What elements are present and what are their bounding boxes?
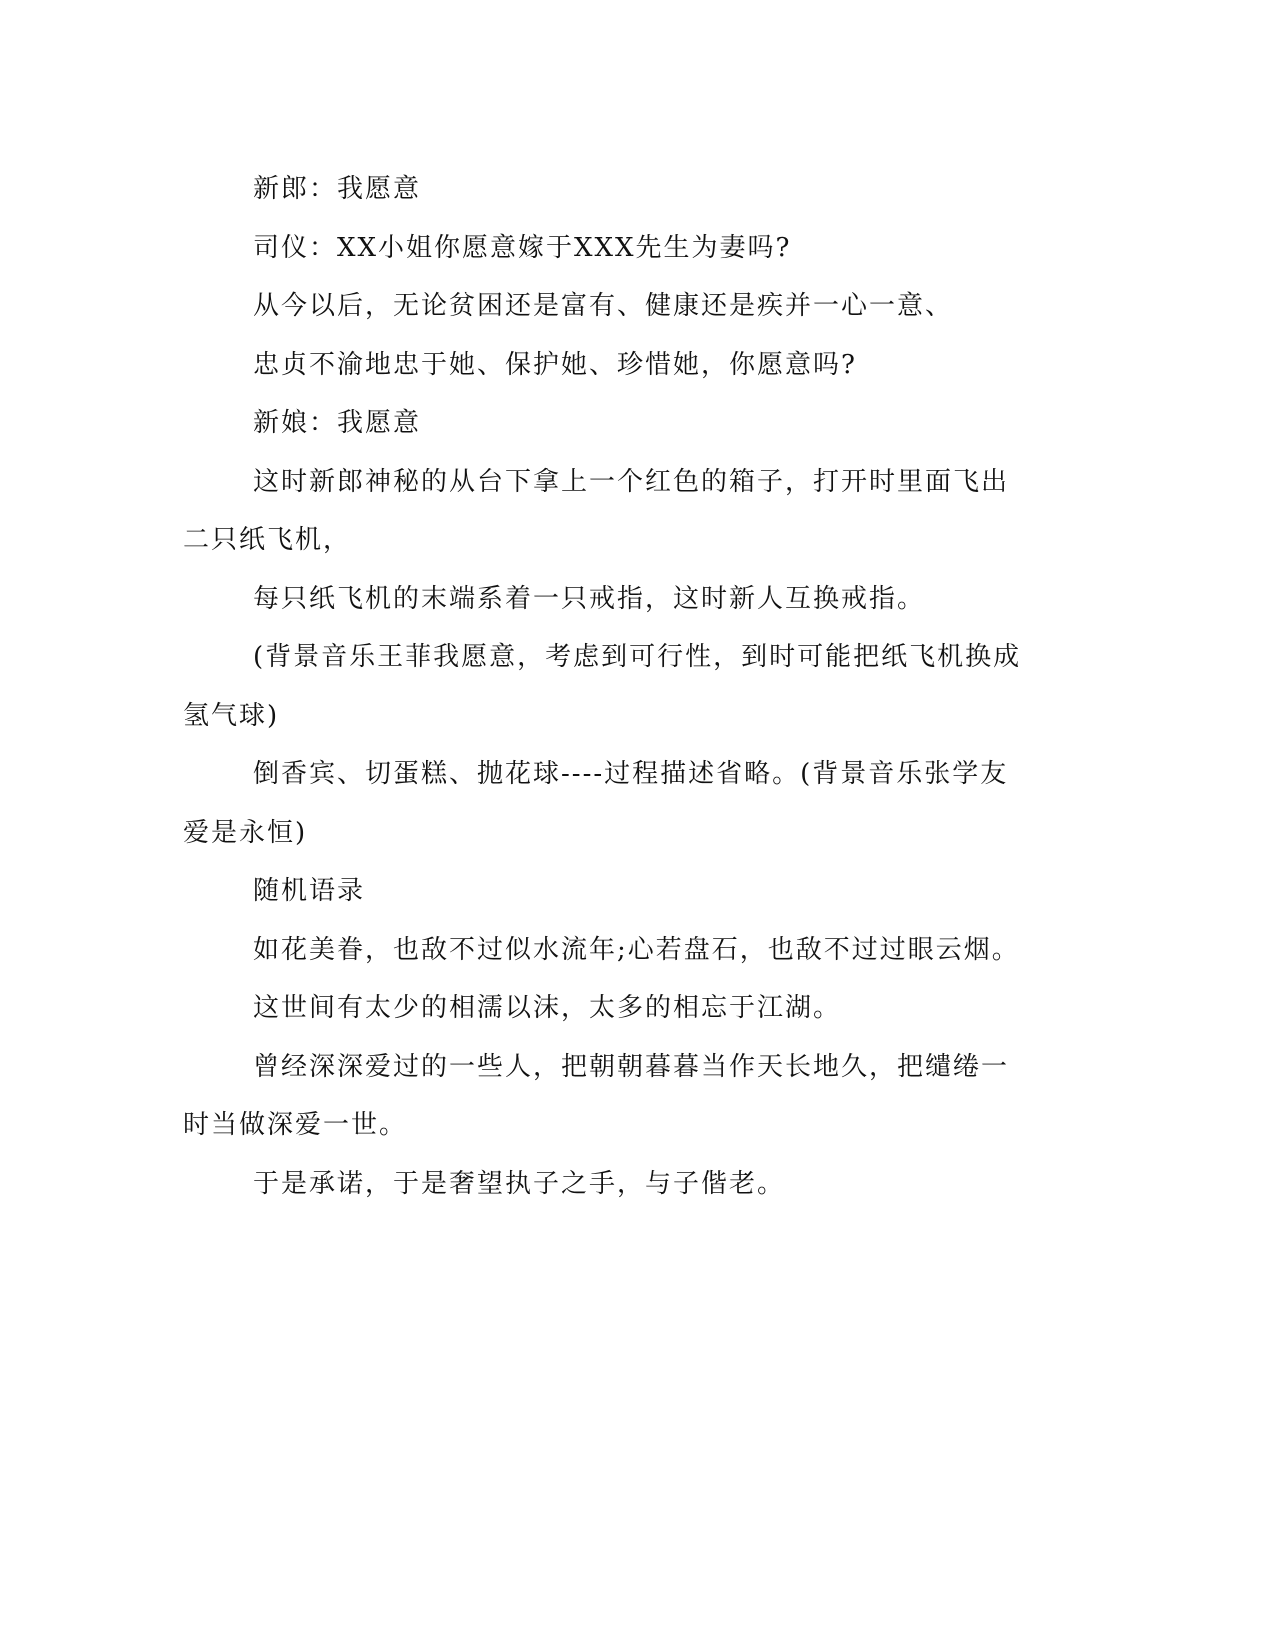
paragraph-quote-3: 曾经深深爱过的一些人，把朝朝暮暮当作天长地久，把缱绻一时当做深爱一世。: [183, 1051, 1010, 1140]
paragraph-bride-answer: 新娘：我愿意: [253, 408, 422, 438]
paragraph-quote-2: 这世间有太少的相濡以沫，太多的相忘于江湖。: [253, 993, 842, 1023]
paragraph-vow-line-1: 从今以后，无论贫困还是富有、健康还是疾并一心一意、: [253, 291, 954, 321]
paragraph-music-note-1: (背景音乐王菲我愿意，考虑到可行性，到时可能把纸飞机换成氢气球): [183, 642, 1022, 731]
paragraph-quotes-heading: 随机语录: [253, 876, 366, 906]
paragraph-vow-line-2: 忠贞不渝地忠于她、保护她、珍惜她，你愿意吗?: [253, 349, 857, 380]
paragraph-groom-answer: 新郎：我愿意: [253, 174, 422, 204]
paragraph-ceremony-steps: 倒香宾、切蛋糕、抛花球----过程描述省略。(背景音乐张学友爱是永恒): [183, 759, 1009, 848]
paragraph-ring-exchange: 每只纸飞机的末端系着一只戒指，这时新人互换戒指。: [253, 583, 926, 614]
paragraph-quote-1: 如花美眷，也敌不过似水流年;心若盘石，也敌不过过眼云烟。: [253, 934, 1020, 965]
paragraph-quote-4: 于是承诺，于是奢望执子之手，与子偕老。: [253, 1168, 786, 1199]
document-body: [183, 160, 1023, 1213]
paragraph-officiant-question: 司仪：XX小姐你愿意嫁于XXX先生为妻吗?: [253, 232, 792, 263]
paragraph-red-box: 这时新郎神秘的从台下拿上一个红色的箱子，打开时里面飞出二只纸飞机，: [183, 466, 1010, 555]
